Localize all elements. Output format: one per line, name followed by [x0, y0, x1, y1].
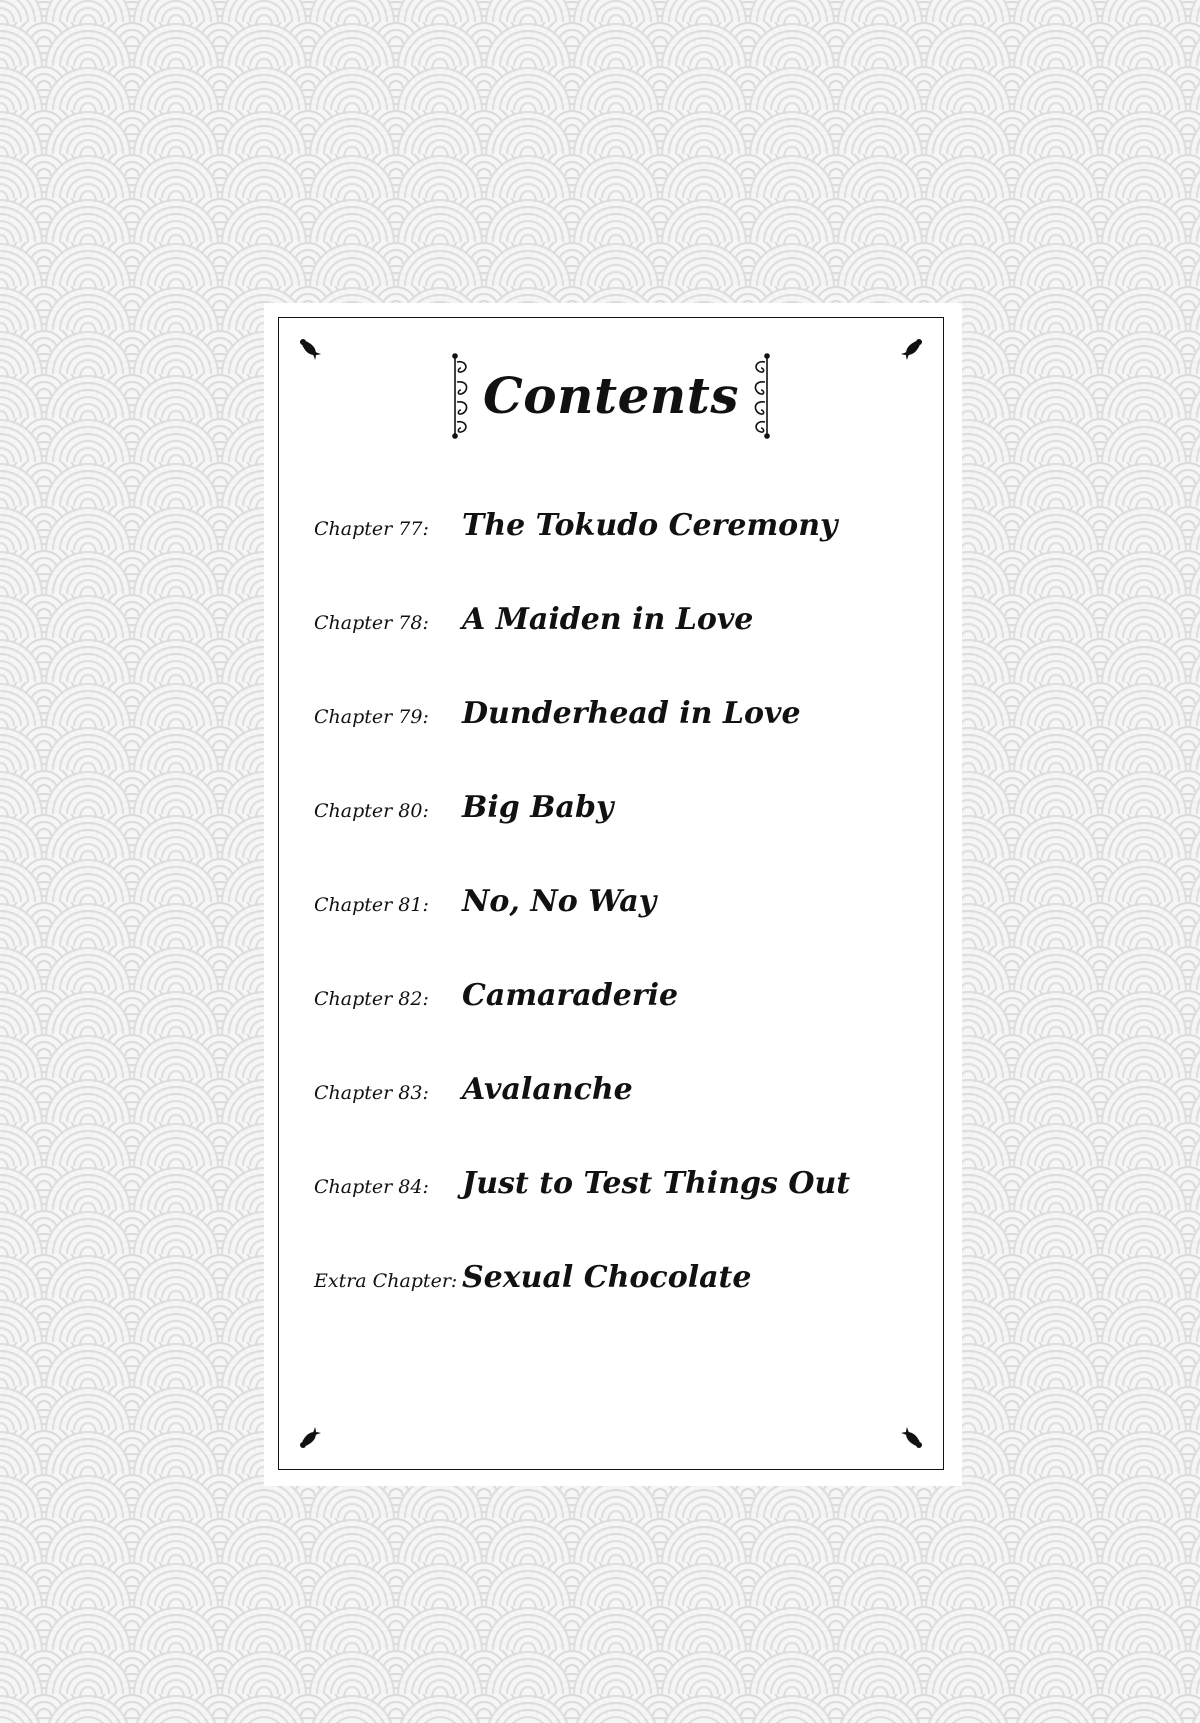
chapter-title: Just to Test Things Out — [462, 1166, 851, 1201]
chapter-title: Avalanche — [462, 1072, 633, 1107]
chapter-number: Chapter 84: — [314, 1176, 429, 1198]
chapter-number: Chapter 79: — [314, 706, 429, 728]
chapter-number: Chapter 78: — [314, 612, 429, 634]
chapter-number: Extra Chapter: — [314, 1270, 458, 1292]
chapter-title: Dunderhead in Love — [462, 696, 801, 731]
chapter-title: The Tokudo Ceremony — [462, 508, 838, 543]
contents-frame — [278, 317, 944, 1470]
chapter-row — [314, 602, 923, 662]
chapter-row — [314, 1072, 923, 1132]
chapter-row — [314, 508, 923, 568]
chapter-number: Chapter 80: — [314, 800, 429, 822]
chapter-row — [314, 884, 923, 944]
chapter-title: Big Baby — [462, 790, 614, 825]
chapter-title: No, No Way — [462, 884, 657, 919]
chapter-number: Chapter 82: — [314, 988, 429, 1010]
corner-leaf-ornament-icon — [299, 1419, 329, 1449]
heading-block — [279, 348, 943, 443]
chapter-row — [314, 1260, 923, 1320]
chapter-number: Chapter 81: — [314, 894, 429, 916]
page-title: Contents — [482, 366, 739, 425]
chapter-row — [314, 978, 923, 1038]
vine-flourish-icon — [749, 352, 771, 440]
contents-panel — [264, 303, 962, 1486]
vine-flourish-icon — [451, 352, 473, 440]
chapter-title: Sexual Chocolate — [462, 1260, 752, 1295]
chapter-title: A Maiden in Love — [462, 602, 754, 637]
chapter-number: Chapter 77: — [314, 518, 429, 540]
chapter-row — [314, 696, 923, 756]
chapter-number: Chapter 83: — [314, 1082, 429, 1104]
chapter-row — [314, 1166, 923, 1226]
corner-leaf-ornament-icon — [893, 1419, 923, 1449]
chapter-title: Camaraderie — [462, 978, 679, 1013]
chapter-row — [314, 790, 923, 850]
